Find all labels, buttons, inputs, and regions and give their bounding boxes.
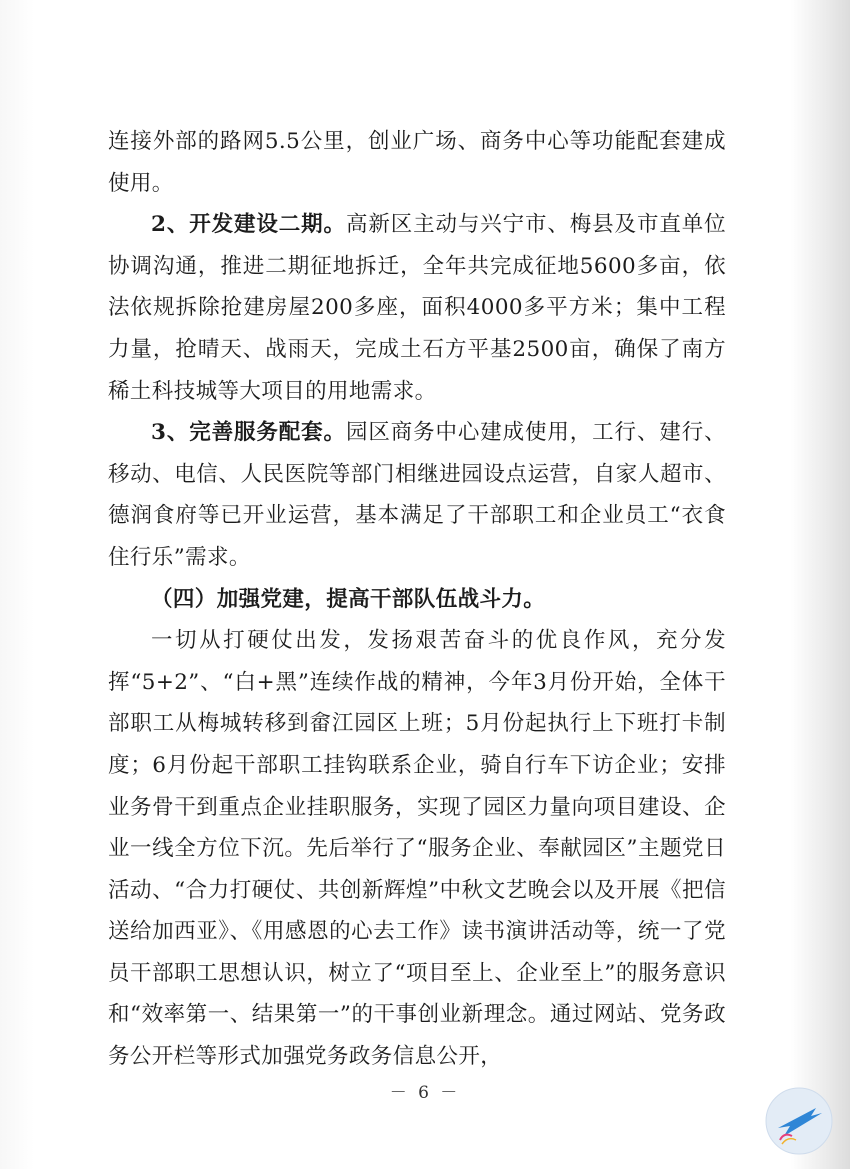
paragraph-5-text: 一切从打硬仗出发，发扬艰苦奋斗的优良作风，充分发挥“5+2”、“白+黑”连续作战的精神，今年3月份开始，全体干部职工从梅城转移到畲江园区上班；5月份起执行上下班打卡制度；6月份起干部职工挂钩联系企业，骑自行车下访企业；安排业务骨干到重点企业挂职服务，实现了园区力量向项目建设、企业一线全方位下沉。先后举行了“服务企业、奉献园区”主题党日活动、“合力打硬仗、共创新辉煌”中秋文艺晚会以及开展《把信送给加西亚》、《用感恩的心去工作》读书演讲活动等，统一了党员干部职工思想认识，树立了“项目至上、企业至上”的服务意识和“效率第一、结果第一”的干事创业新理念。通过网站、党务政务公开栏等形式加强党务政务信息公开， [108,628,726,1070]
section-heading-4 [108,579,726,621]
paragraph-1 [108,121,726,204]
paragraph-2-heading: 2、开发建设二期。 [151,212,346,238]
paragraph-3-heading: 3、完善服务配套。 [151,420,346,446]
app-logo-icon [764,1086,834,1156]
paragraph-1-text: 连接外部的路网5.5公里，创业广场、商务中心等功能配套建成使用。 [108,129,726,196]
section-4-heading: （四）加强党建，提高干部队伍战斗力。 [151,586,546,612]
document-body [108,121,726,1078]
paragraph-5 [108,620,726,1078]
page-number: － 6 － [389,1083,461,1103]
paragraph-2-text: 高新区主动与兴宁市、梅县及市直单位协调沟通，推进二期征地拆迁，全年共完成征地5600多亩，依法依规拆除抢建房屋200多座，面积4000多平方米；集中工程力量，抢晴天、战雨天，完成土石方平基2500亩，确保了南方稀土科技城等大项目的用地需求。 [108,212,726,404]
paragraph-3-text: 园区商务中心建成使用，工行、建行、移动、电信、人民医院等部门相继进园设点运营，自家人超市、德润食府等已开业运营，基本满足了干部职工和企业员工“衣食住行乐”需求。 [108,420,726,570]
paragraph-2 [108,204,726,412]
paragraph-3 [108,412,726,578]
